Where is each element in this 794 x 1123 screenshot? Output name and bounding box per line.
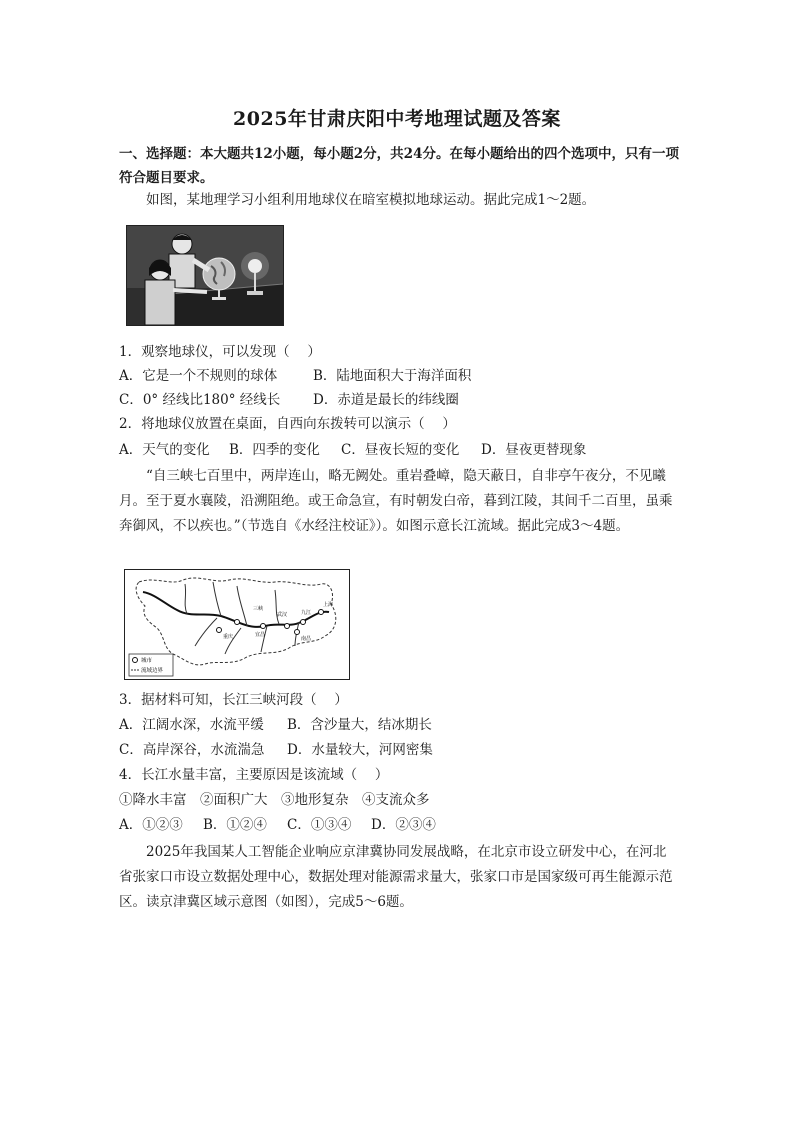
passage-5-6: 2025年我国某人工智能企业响应京津冀协同发展战略，在北京市设立研发中心，在河北省张家口市设立数据处理中心，数据处理对能源需求量大，张家口市是国家级可再生能源示范区。读京津冀区域示意图（如图），完成5～6题。 [119, 844, 673, 910]
question-1-option-d: D．赤道是最长的纬线圈 [313, 392, 459, 408]
map-label-jiujiang: 九江 [301, 610, 312, 616]
question-3-option-d: D．水量较大，河网密集 [287, 742, 433, 758]
map-label-yichang: 宜昌 [255, 632, 266, 638]
question-1-stem: 1．观察地球仪，可以发现（ ） [119, 344, 321, 360]
question-3-options-row-1 [119, 715, 432, 735]
section-heading: 一、选择题：本大题共12小题，每小题2分，共24分。在每小题给出的四个选项中，只有一项符合题目要求。 [119, 146, 679, 186]
question-1-options-row-2 [119, 390, 459, 410]
question-3-option-a: A．江阔水深，水流平缓 [119, 717, 264, 733]
question-1-options-row-1 [119, 366, 471, 386]
question-2-option-a: A．天气的变化 [119, 442, 210, 458]
map-label-chongqing: 重庆 [223, 634, 234, 640]
map-label-three-gorges: 三峡 [253, 606, 264, 612]
yangtze-map-drawing [125, 570, 349, 679]
question-4-options-row [119, 815, 436, 835]
question-3-option-b: B．含沙量大，结冰期长 [287, 717, 432, 733]
question-1-option-a: A．它是一个不规则的球体 [119, 368, 278, 384]
map-label-wuhan: 武汉 [277, 612, 288, 618]
question-2-option-b: B．四季的变化 [229, 442, 320, 458]
question-2-option-d: D．昼夜更替现象 [481, 442, 587, 458]
question-1-option-b: B．陆地面积大于海洋面积 [313, 368, 472, 384]
intro-paragraph-1-2: 如图，某地理学习小组利用地球仪在暗室模拟地球运动。据此完成1～2题。 [146, 192, 596, 208]
question-2-options-row [119, 440, 586, 460]
question-4-stem: 4．长江水量丰富，主要原因是该流域（ ） [119, 767, 389, 783]
question-2-stem: 2．将地球仪放置在桌面，自西向东拨转可以演示（ ） [119, 416, 456, 432]
map-legend-boundary: 流域边界 [141, 668, 164, 674]
globe-experiment-illustration [127, 226, 283, 325]
question-4-option-a: A．①②③ [119, 817, 183, 833]
question-4-option-c: C．①③④ [287, 817, 352, 833]
question-4-option-b: B．①②④ [203, 817, 267, 833]
question-1-option-c: C．0° 经线比180° 经线长 [119, 392, 281, 408]
question-2-option-c: C．昼夜长短的变化 [341, 442, 460, 458]
page-title: 2025年甘肃庆阳中考地理试题及答案 [233, 108, 561, 130]
map-label-nanchang: 南昌 [301, 636, 312, 642]
question-4-option-d: D．②③④ [371, 817, 436, 833]
passage-3-4: “自三峡七百里中，两岸连山，略无阙处。重岩叠嶂，隐天蔽日，自非亭午夜分，不见曦月。至于夏水襄陵，沿溯阻绝。或王命急宣，有时朝发白帝，暮到江陵，其间千二百里，虽乘奔御风，不以疾也。”（节选自《水经注校证》）。如图示意长江流域。据此完成3～4题。 [119, 468, 673, 534]
question-3-option-c: C．高岸深谷，水流湍急 [119, 742, 265, 758]
yangtze-basin-map [124, 569, 350, 680]
question-3-options-row-2 [119, 740, 433, 760]
question-3-stem: 3．据材料可知，长江三峡河段（ ） [119, 692, 348, 708]
map-label-shanghai: 上海 [323, 602, 334, 608]
globe-experiment-figure [126, 225, 284, 326]
map-legend-city: 城市 [141, 658, 153, 664]
question-4-items: ①降水丰富 ②面积广大 ③地形复杂 ④支流众多 [119, 792, 430, 808]
